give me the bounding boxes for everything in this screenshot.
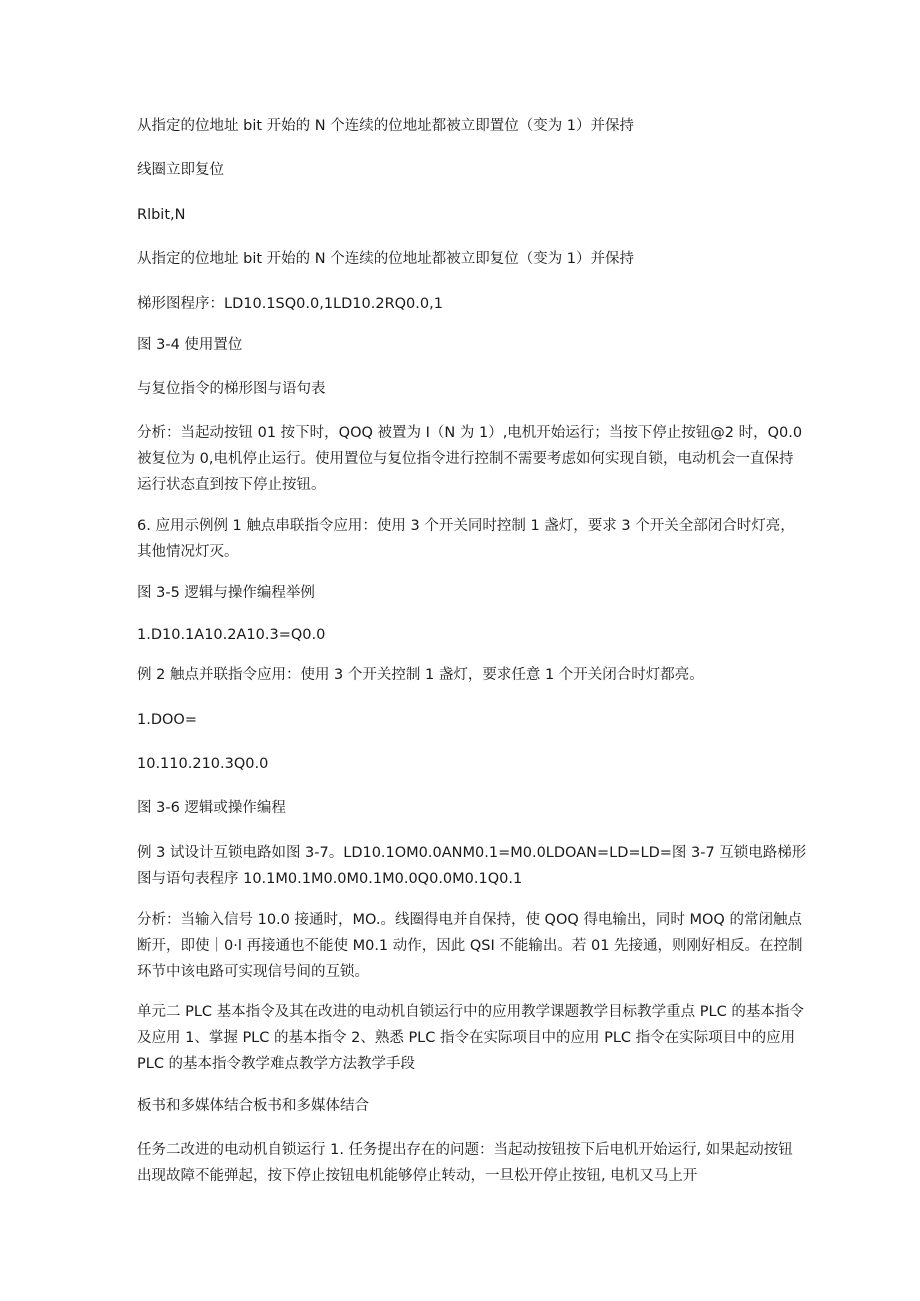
paragraph: 板书和多媒体结合板书和多媒体结合 xyxy=(137,1098,369,1114)
figure-caption: 图 3-5 逻辑与操作编程举例 xyxy=(137,585,315,601)
paragraph: 与复位指令的梯形图与语句表 xyxy=(137,381,326,397)
paragraph: 例 2 触点并联指令应用：使用 3 个开关控制 1 盏灯，要求任意 1 个开关闭合时灯都亮。 xyxy=(137,667,704,683)
figure-caption: 图 3-6 逻辑或操作编程 xyxy=(137,800,286,816)
paragraph: 分析：当输入信号 10.0 接通时，MO.。线圈得电并自保持，使 QOQ 得电输出，同时 MOQ 的常闭触点断开，即使｜0·l 再接通也不能使 M0.1 动作，因此 QSI 不能输出。若 01 先接通，则刚好相反。在控制环节中该电路可实现信号间的互锁。 xyxy=(137,912,803,980)
paragraph: 梯形图程序：LD10.1SQ0.0,1LD10.2RQ0.0,1 xyxy=(137,296,443,312)
paragraph: 单元二 PLC 基本指令及其在改进的电动机自锁运行中的应用教学课题教学目标教学重点 PLC 的基本指令及应用 1、掌握 PLC 的基本指令 2、熟悉 PLC 指令在实际项目中的应用 PLC 指令在实际项目中的应用 PLC 的基本指令教学难点教学方法教学手段 xyxy=(137,1004,804,1072)
figure-caption: 图 3-4 使用置位 xyxy=(137,337,243,353)
paragraph: 分析：当起动按钮 01 按下时，QOQ 被置为 I（N 为 1）,电机开始运行；当按下停止按钮@2 时，Q0.0 被复位为 0,电机停止运行。使用置位与复位指令进行控制不需要考虑如何实现自锁，电动机会一直保持运行状态直到按下停止按钮。 xyxy=(137,425,803,493)
paragraph: 线圈立即复位 xyxy=(137,162,224,178)
paragraph: Rlbit,N xyxy=(137,207,186,223)
paragraph: 6. 应用示例例 1 触点串联指令应用：使用 3 个开关同时控制 1 盏灯，要求 3 个开关全部闭合时灯亮，其他情况灯灭。 xyxy=(137,518,795,560)
code-line: 1.DOO= xyxy=(137,712,197,728)
code-line: 10.110.210.3Q0.0 xyxy=(137,756,269,772)
paragraph: 从指定的位地址 bit 开始的 N 个连续的位地址都被立即复位（变为 1）并保持 xyxy=(137,251,635,267)
paragraph: 例 3 试设计互锁电路如图 3-7。LD10.1OM0.0ANM0.1=M0.0LDOAN=LD=LD=图 3-7 互锁电路梯形图与语句表程序 10.1M0.1M0.0M0.1M0.0Q0.0M0.1Q0.1 xyxy=(137,845,807,887)
paragraph: 从指定的位地址 bit 开始的 N 个连续的位地址都被立即置位（变为 1）并保持 xyxy=(137,118,635,134)
paragraph: 任务二改进的电动机自锁运行 1. 任务提出存在的问题：当起动按钮按下后电机开始运行, 如果起动按钮出现故障不能弹起，按下停止按钮电机能够停止转动，一旦松开停止按钮, 电机又马上开 xyxy=(137,1142,793,1184)
code-line: 1.D10.1A10.2A10.3=Q0.0 xyxy=(137,627,326,643)
